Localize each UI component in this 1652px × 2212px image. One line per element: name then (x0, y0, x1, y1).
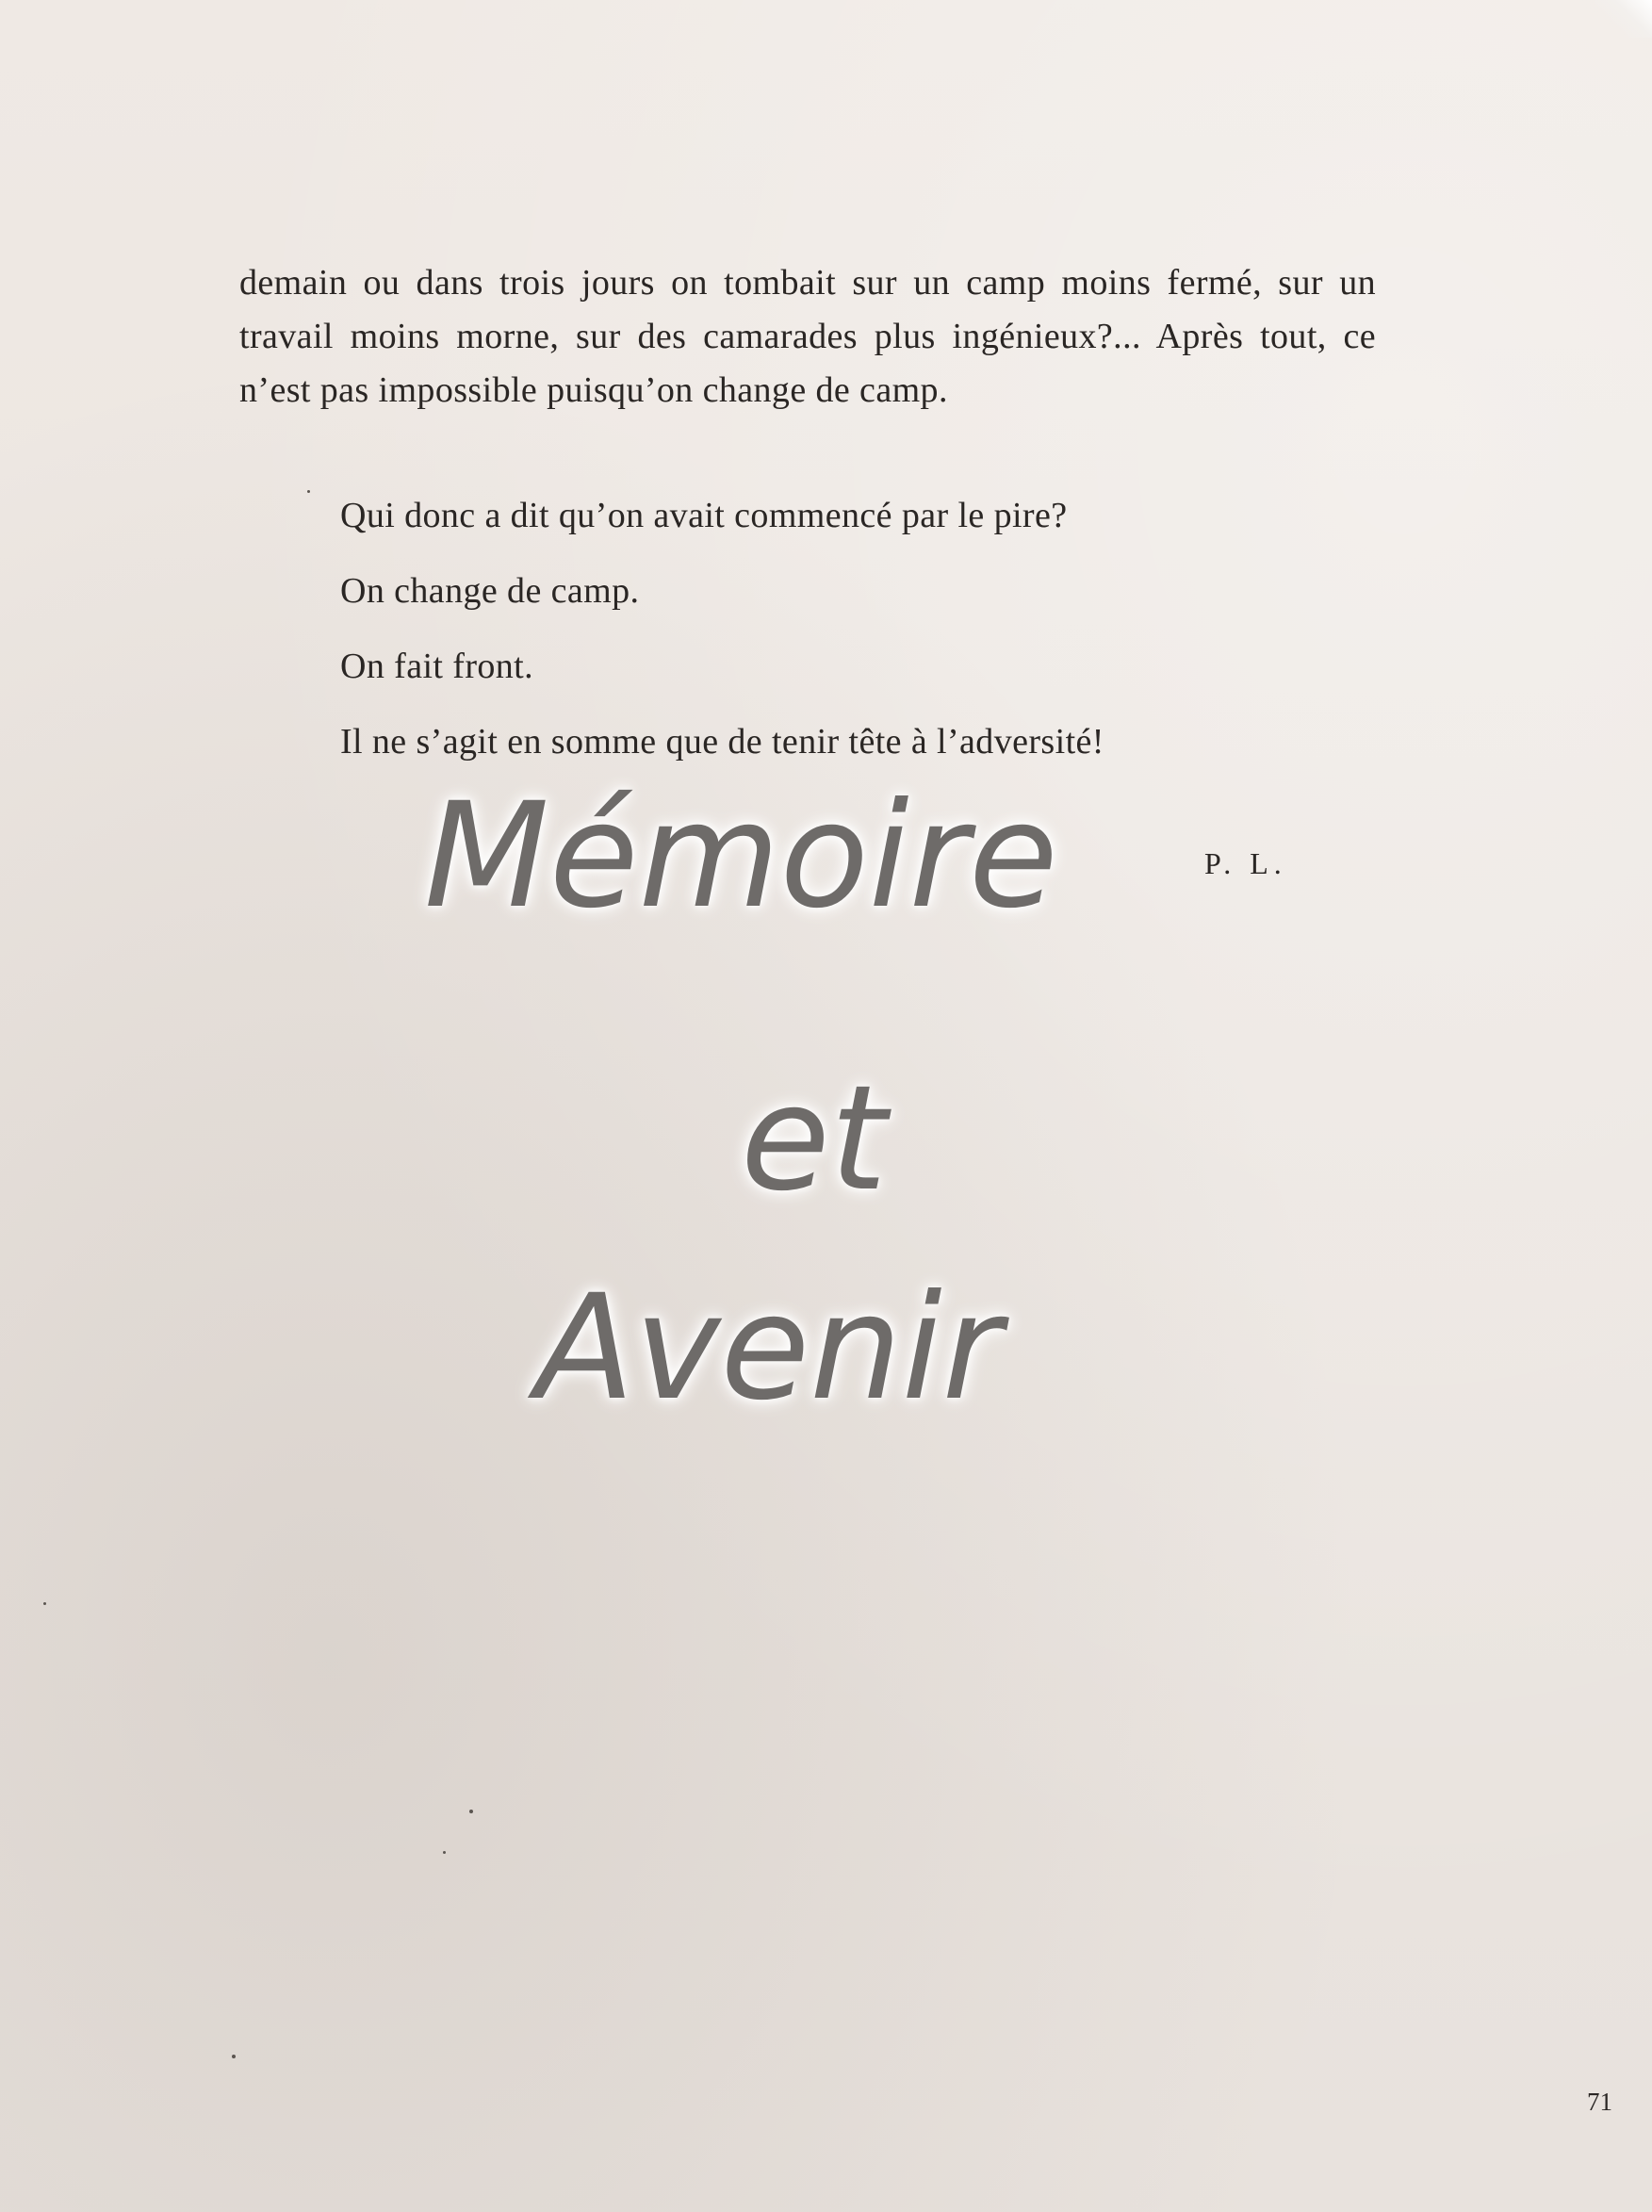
paragraph-text: demain ou dans trois jours on tombait sur un camp moins fermé, sur un travail moins morne, sur des camarades plus ingénieux?... Après tout, ce n’est pas impossible puisqu’on change de camp. (239, 263, 1376, 410)
dust-speck (443, 1851, 446, 1854)
dust-speck (307, 490, 310, 493)
dust-speck (469, 1810, 473, 1813)
text-line-1: Qui donc a dit qu’on avait commencé par le pire? (340, 496, 1068, 535)
page-number: 71 (1587, 2088, 1612, 2116)
author-signature: P. L. (1204, 846, 1287, 880)
watermark-line-3: Avenir (535, 1264, 1002, 1433)
text-line-4: Il ne s’agit en somme que de tenir tête à l’adversité! (340, 722, 1104, 762)
text-line-2: On change de camp. (340, 571, 640, 611)
dust-speck (43, 1602, 46, 1605)
page-corner-curl (1595, 0, 1652, 38)
text-line-3: On fait front. (340, 647, 534, 686)
watermark-line-1: Mémoire (424, 772, 1058, 941)
dust-speck (232, 2055, 236, 2058)
watermark-line-2: et (741, 1055, 888, 1223)
